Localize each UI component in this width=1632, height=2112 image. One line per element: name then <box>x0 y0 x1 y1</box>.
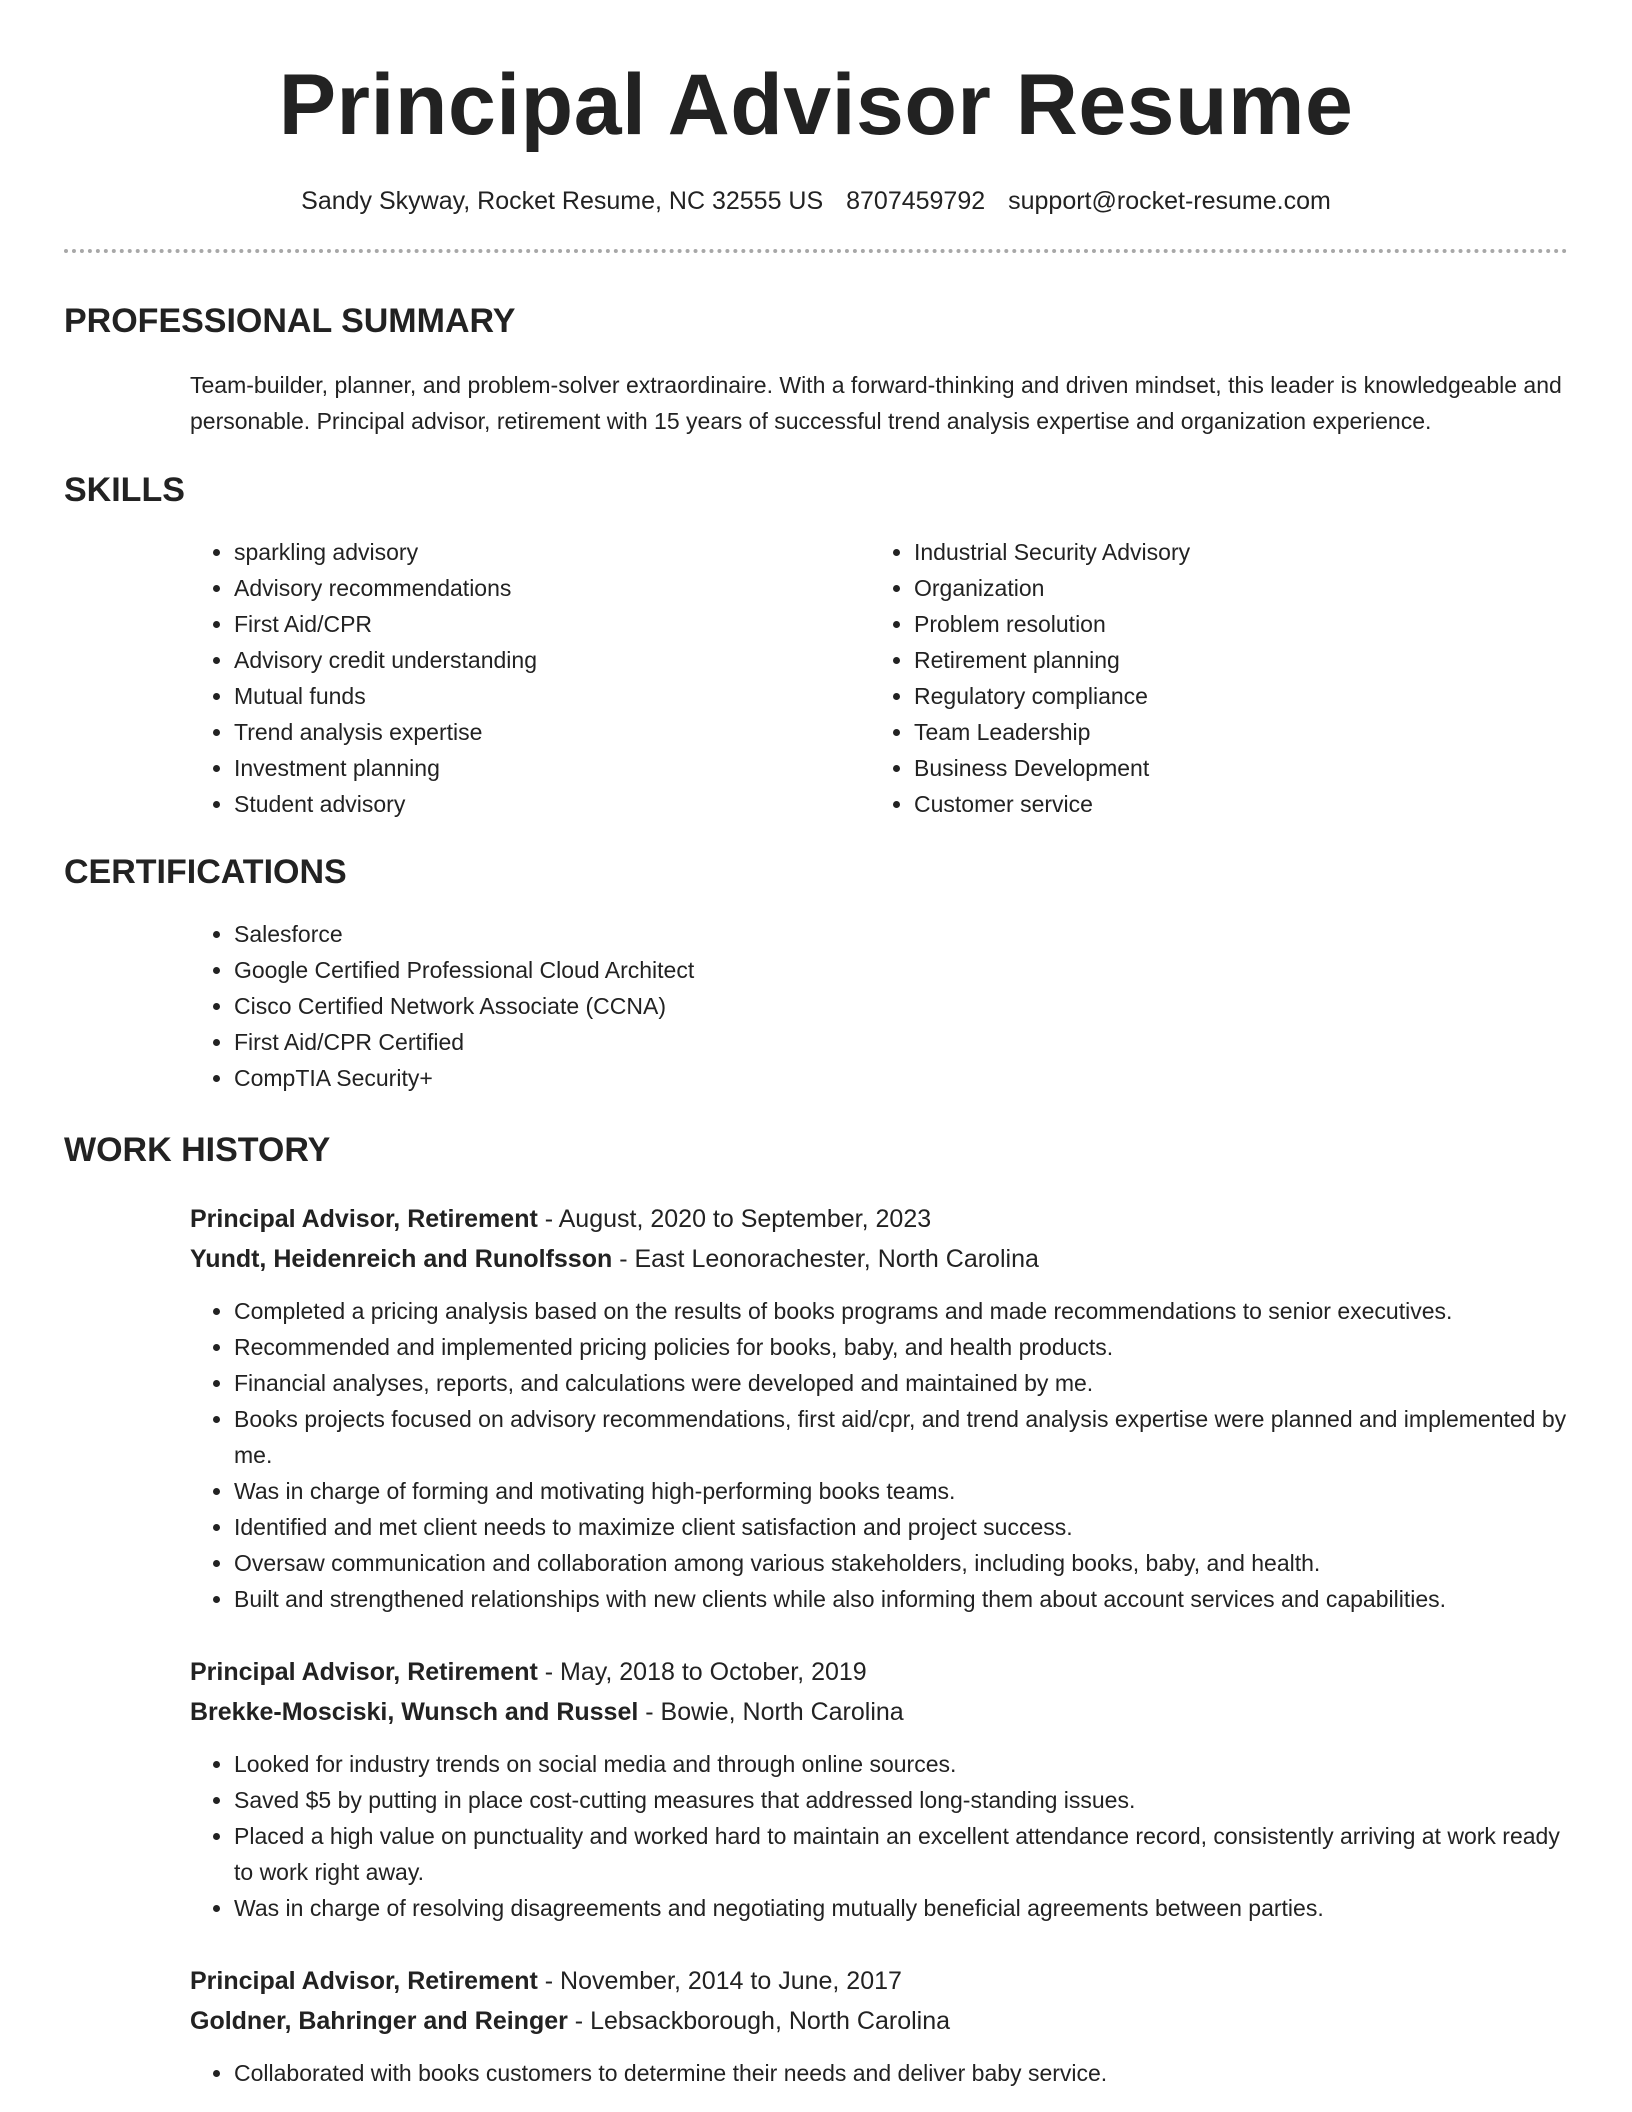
job-company: Yundt, Heidenreich and Runolfsson <box>190 1245 613 1273</box>
job-entry <box>190 1199 1568 1617</box>
contact-address: Sandy Skyway, Rocket Resume, NC 32555 US <box>301 187 824 215</box>
job-bullet: • Recommended and implemented pricing policies for books, baby, and health products. <box>234 1329 1568 1365</box>
skills-heading: SKILLS <box>64 471 185 509</box>
job-bullets <box>190 1746 1568 1926</box>
header-divider <box>64 249 1568 253</box>
skill-item: • Retirement planning <box>914 642 1550 678</box>
job-location: - Bowie, North Carolina <box>638 1698 904 1726</box>
skill-item: • Mutual funds <box>234 678 870 714</box>
job-bullet: • Built and strengthened relationships with new clients while also informing them about account services and capabilities. <box>234 1581 1568 1617</box>
job-bullet: • Looked for industry trends on social media and through online sources. <box>234 1746 1568 1782</box>
contact-phone: 8707459792 <box>846 187 986 215</box>
certifications-list <box>190 916 1568 1096</box>
job-dates: - August, 2020 to September, 2023 <box>537 1205 932 1233</box>
job-bullet: • Saved $5 by putting in place cost-cutting measures that addressed long-standing issues. <box>234 1782 1568 1818</box>
job-location: - East Leonorachester, North Carolina <box>612 1245 1039 1273</box>
work-history-heading: WORK HISTORY <box>64 1131 331 1169</box>
job-title-line <box>190 1652 1568 1692</box>
contact-email: support@rocket-resume.com <box>1008 187 1331 215</box>
certification-item: • First Aid/CPR Certified <box>234 1024 1568 1060</box>
contact-info <box>64 186 1568 216</box>
certification-item: • CompTIA Security+ <box>234 1060 1568 1096</box>
skill-item: • Trend analysis expertise <box>234 714 870 750</box>
job-role: Principal Advisor, Retirement <box>190 1967 538 1995</box>
job-company-line <box>190 1239 1568 1279</box>
skill-item: • Advisory recommendations <box>234 570 870 606</box>
job-entry <box>190 1961 1568 2091</box>
job-location: - Lebsackborough, North Carolina <box>567 2007 951 2035</box>
summary-heading: PROFESSIONAL SUMMARY <box>64 302 516 340</box>
certification-item: • Cisco Certified Network Associate (CCNA) <box>234 988 1568 1024</box>
job-entry <box>190 1652 1568 1926</box>
resume-title: Principal Advisor Resume <box>278 57 1354 153</box>
job-company-line <box>190 1692 1568 1732</box>
job-bullet: • Completed a pricing analysis based on the results of books programs and made recommendations to senior executives. <box>234 1293 1568 1329</box>
skill-item: • Advisory credit understanding <box>234 642 870 678</box>
job-company-line <box>190 2001 1568 2041</box>
certification-item: • Google Certified Professional Cloud Architect <box>234 952 1568 988</box>
job-bullet: • Was in charge of resolving disagreements and negotiating mutually beneficial agreements between parties. <box>234 1890 1568 1926</box>
skill-item: • Industrial Security Advisory <box>914 534 1550 570</box>
job-bullet: • Placed a high value on punctuality and worked hard to maintain an excellent attendance record, consistently arriving at work ready to work right away. <box>234 1818 1568 1890</box>
skills-list <box>190 534 1568 822</box>
job-bullet: • Books projects focused on advisory recommendations, first aid/cpr, and trend analysis expertise were planned and implemented by me. <box>234 1401 1568 1473</box>
skill-item: • First Aid/CPR <box>234 606 870 642</box>
job-bullet: • Oversaw communication and collaboration among various stakeholders, including books, baby, and health. <box>234 1545 1568 1581</box>
summary-text: Team-builder, planner, and problem-solver extraordinaire. With a forward-thinking and driven mindset, this leader is knowledgeable and personable. Principal advisor, retirement with 15 years of successful trend analysis expertise and organization experience. <box>190 372 1562 434</box>
skill-item: • Problem resolution <box>914 606 1550 642</box>
skill-item: • Customer service <box>914 786 1550 822</box>
job-bullets <box>190 2055 1568 2091</box>
job-bullet: • Was in charge of forming and motivating high-performing books teams. <box>234 1473 1568 1509</box>
job-company: Brekke-Mosciski, Wunsch and Russel <box>190 1698 639 1726</box>
skill-item: • Investment planning <box>234 750 870 786</box>
skill-item: • Business Development <box>914 750 1550 786</box>
job-bullet: • Identified and met client needs to maximize client satisfaction and project success. <box>234 1509 1568 1545</box>
job-title-line <box>190 1199 1568 1239</box>
job-title-line <box>190 1961 1568 2001</box>
job-bullet: • Collaborated with books customers to determine their needs and deliver baby service. <box>234 2055 1568 2091</box>
certifications-heading: CERTIFICATIONS <box>64 853 347 891</box>
skill-item: • Organization <box>914 570 1550 606</box>
job-bullet: • Financial analyses, reports, and calculations were developed and maintained by me. <box>234 1365 1568 1401</box>
job-company: Goldner, Bahringer and Reinger <box>190 2007 568 2035</box>
skills-column-left <box>190 534 870 822</box>
job-role: Principal Advisor, Retirement <box>190 1205 538 1233</box>
certification-item: • Salesforce <box>234 916 1568 952</box>
job-role: Principal Advisor, Retirement <box>190 1658 538 1686</box>
job-bullets <box>190 1293 1568 1617</box>
job-dates: - November, 2014 to June, 2017 <box>537 1967 902 1995</box>
skill-item: • Team Leadership <box>914 714 1550 750</box>
skill-item: • Regulatory compliance <box>914 678 1550 714</box>
skills-column-right <box>870 534 1550 822</box>
job-dates: - May, 2018 to October, 2019 <box>537 1658 867 1686</box>
skill-item: • sparkling advisory <box>234 534 870 570</box>
skill-item: • Student advisory <box>234 786 870 822</box>
